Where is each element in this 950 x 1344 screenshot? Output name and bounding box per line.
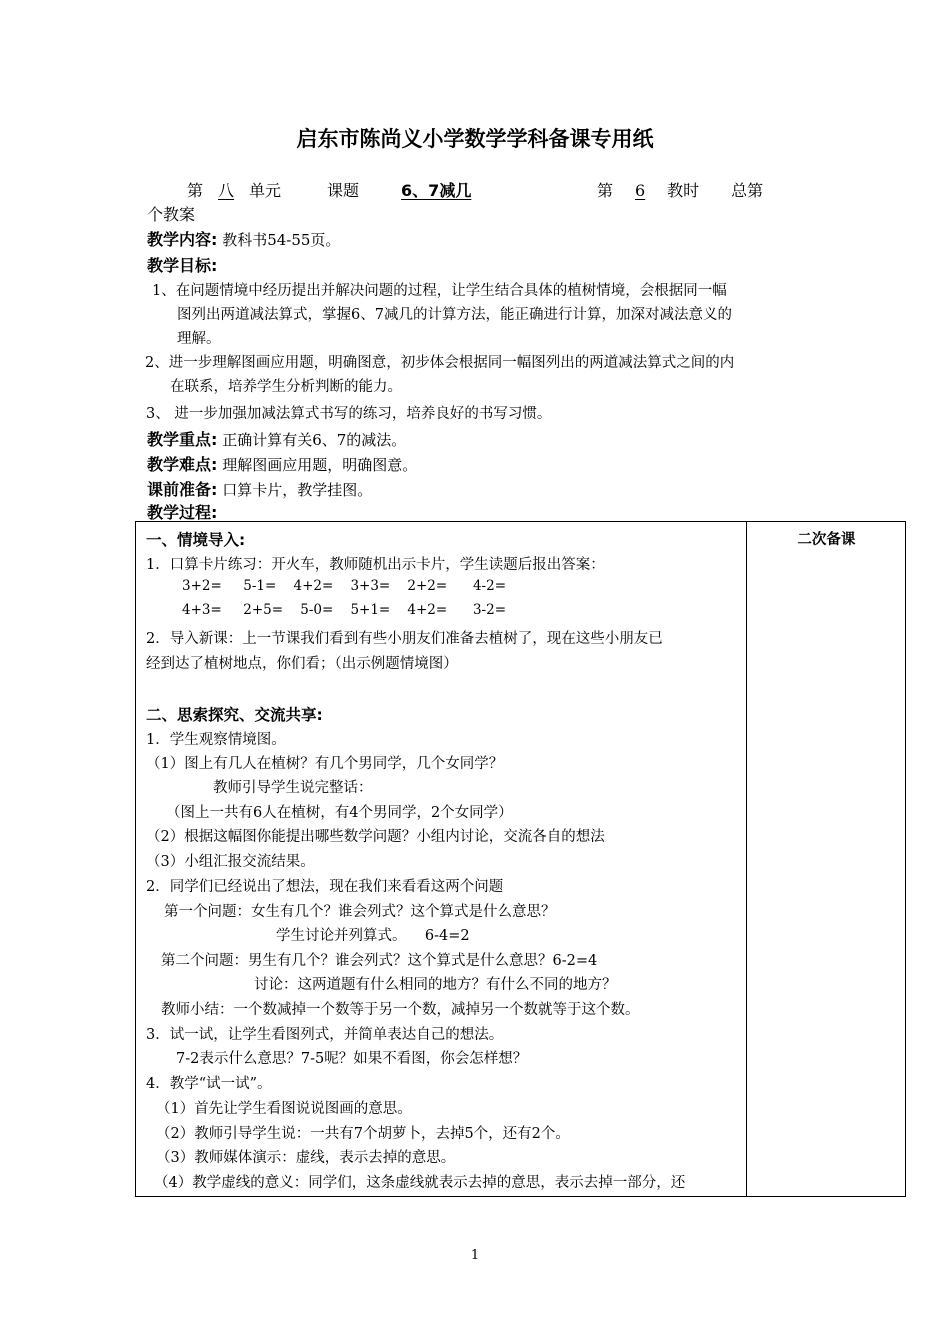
process-line: 教师引导学生说完整话：	[213, 780, 373, 796]
objective-line: 在联系，培养学生分析判断的能力。	[170, 379, 402, 395]
process-line: （3）教师媒体演示：虚线，表示去掉的意思。	[156, 1150, 456, 1166]
process-line: 2．同学们已经说出了想法，现在我们来看看这两个问题	[146, 879, 504, 895]
objective-line: 1、在问题情境中经历提出并解决问题的过程，让学生结合具体的植树情境，会根据同一幅	[152, 283, 727, 299]
period-value: 6	[634, 181, 646, 200]
process-line: （图上一共有6人在植树，有4个男同学，2个女同学）	[166, 805, 513, 821]
preparation-value: 口算卡片，教学挂图。	[222, 481, 373, 499]
process-line: 4．教学“试一试”。	[146, 1076, 272, 1092]
second-prep-cell	[747, 522, 906, 1197]
period-label: 教时	[667, 181, 700, 200]
section-heading: 二、思索探究、交流共享:	[146, 706, 323, 724]
process-line: 1．学生观察情境图。	[146, 732, 286, 748]
process-line: 教师小结：一个数减掉一个数等于另一个数，减掉另一个数就等于这个数。	[161, 1002, 640, 1018]
process-line: 经到达了植树地点，你们看；（出示例题情境图）	[146, 656, 458, 672]
process-line: 1．口算卡片练习：开火车，教师随机出示卡片，学生读题后报出答案：	[146, 557, 605, 573]
page-number: 1	[470, 1248, 480, 1263]
second-prep-heading: 二次备课	[797, 532, 856, 548]
lesson-value: 6、7减几	[401, 181, 472, 200]
content-value: 教科书54-55页。	[222, 231, 341, 249]
process-line: （3）小组汇报交流结果。	[146, 854, 315, 870]
process-line: 7-2表示什么意思？7-5呢？如果不看图，你会怎样想？	[176, 1051, 528, 1067]
difficulty-value: 理解图画应用题，明确图意。	[222, 456, 418, 474]
content-row	[147, 227, 340, 250]
key-point-label: 教学重点:	[147, 430, 218, 449]
objective-line: 3、 进一步加强加减法算式书写的练习，培养良好的书写习惯。	[146, 406, 552, 422]
process-line: （1）图上有几人在植树？有几个男同学，几个女同学？	[146, 756, 504, 772]
key-point-value: 正确计算有关6、7的减法。	[222, 431, 407, 449]
process-line: （1）首先让学生看图说说图画的意思。	[156, 1101, 412, 1117]
unit-value: 八	[218, 181, 235, 200]
process-line: 3．试一试，让学生看图列式，并简单表达自己的想法。	[146, 1027, 504, 1043]
difficulty-row	[147, 452, 417, 475]
unit-label: 单元	[249, 181, 282, 200]
objective-line: 2、进一步理解图画应用题，明确图意，初步体会根据同一幅图列出的两道减法算式之间的内	[145, 355, 735, 371]
process-line: 学生讨论并列算式。 6-4=2	[276, 928, 470, 944]
process-heading: 教学过程:	[147, 503, 218, 522]
unit-prefix: 第	[187, 181, 204, 200]
preparation-label: 课前准备:	[147, 480, 218, 499]
arithmetic-row: 4+3= 2+5= 5-0= 5+1= 4+2= 3-2=	[182, 602, 507, 618]
process-line: （2）根据这幅图你能提出哪些数学问题？小组内讨论，交流各自的想法	[146, 829, 605, 845]
objectives-heading: 教学目标:	[147, 256, 218, 275]
process-main-cell	[136, 522, 747, 1197]
content-label: 教学内容:	[147, 230, 218, 249]
objective-line: 图列出两道减法算式，掌握6、7减几的计算方法，能正确进行计算，加深对减法意义的	[177, 307, 732, 323]
arithmetic-row: 3+2= 5-1= 4+2= 3+3= 2+2= 4-2=	[182, 578, 507, 594]
teaching-process-table	[135, 521, 906, 1197]
difficulty-label: 教学难点:	[147, 455, 218, 474]
page-title: 启东市陈尚义小学数学学科备课专用纸	[296, 127, 654, 151]
plan-label: 个教案	[147, 205, 196, 224]
process-line: （4）教学虚线的意义：同学们，这条虚线就表示去掉的意思，表示去掉一部分，还	[154, 1175, 686, 1191]
process-line: 第一个问题：女生有几个？谁会列式？这个算式是什么意思？	[164, 904, 556, 920]
process-line: （2）教师引导学生说：一共有7个胡萝卜，去掉5个，还有2个。	[156, 1126, 570, 1142]
process-line: 第二个问题：男生有几个？谁会列式？这个算式是什么意思？6-2=4	[161, 953, 598, 969]
key-point-row	[147, 427, 406, 450]
objective-line: 理解。	[177, 331, 221, 347]
total-label: 总第	[731, 181, 764, 200]
preparation-row	[147, 477, 372, 500]
lesson-info-line	[187, 178, 763, 201]
section-heading: 一、情境导入:	[146, 531, 246, 549]
lesson-label: 课题	[327, 181, 360, 200]
period-prefix: 第	[597, 181, 614, 200]
process-line: 讨论：这两道题有什么相同的地方？有什么不同的地方？	[254, 977, 617, 993]
process-line: 2．导入新课：上一节课我们看到有些小朋友们准备去植树了，现在这些小朋友已	[146, 631, 663, 647]
